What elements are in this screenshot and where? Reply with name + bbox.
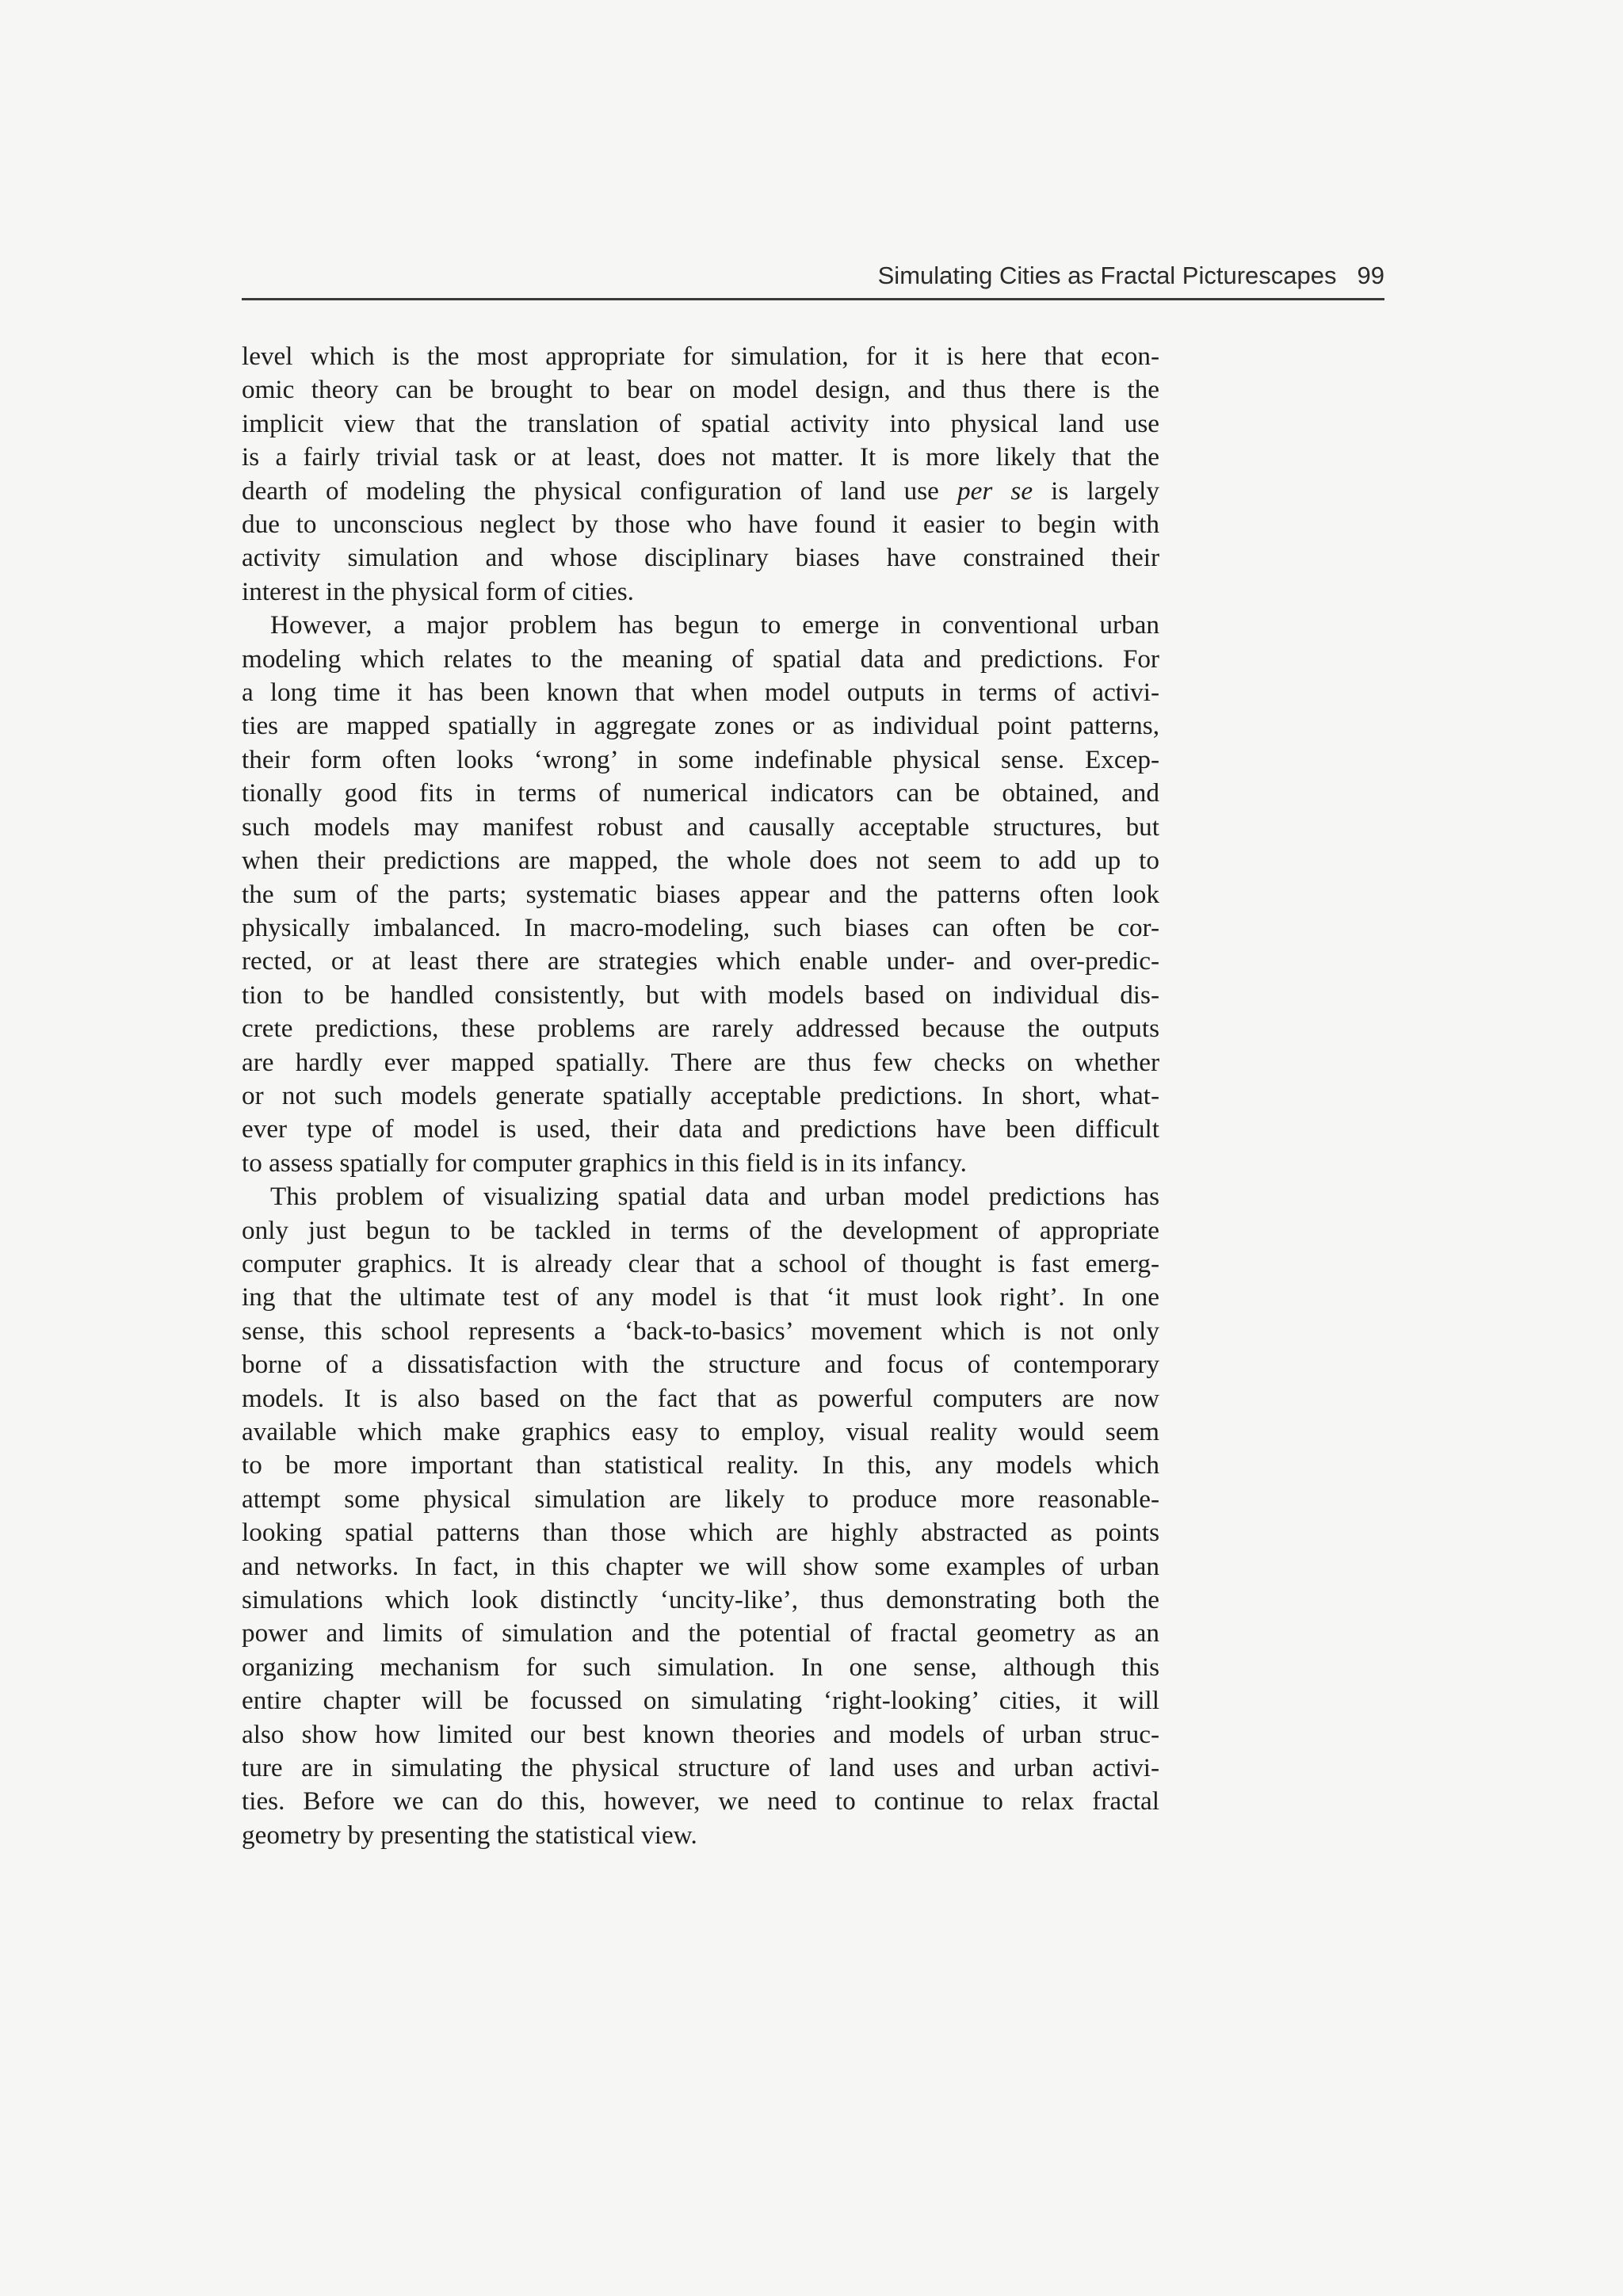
running-head: [242, 254, 1384, 300]
text-line: borne of a dissatisfaction with the structure and focus of contemporary: [242, 1350, 1159, 1380]
text-line: their form often looks ‘wrong’ in some indefinable physical sense. Excep-: [242, 744, 1159, 774]
text-line: also show how limited our best known theories and models of urban struc-: [242, 1719, 1159, 1749]
text-line: tionally good fits in terms of numerical indicators can be obtained, and: [242, 778, 1159, 808]
text-line: and networks. In fact, in this chapter we will show some examples of urban: [242, 1551, 1159, 1581]
text-line: power and limits of simulation and the potential of fractal geometry as an: [242, 1618, 1159, 1648]
text-line: only just begun to be tackled in terms of the development of appropriate: [242, 1215, 1159, 1245]
text-line: omic theory can be brought to bear on model design, and thus there is the: [242, 375, 1159, 405]
running-title: Simulating Cities as Fractal Picturescapes: [877, 262, 1337, 289]
text-line: dearth of modeling the physical configuration of land use per se is largely: [242, 476, 1159, 506]
text-line: ture are in simulating the physical structure of land uses and urban activi-: [242, 1753, 1159, 1783]
text-line: level which is the most appropriate for simulation, for it is here that econ-: [242, 342, 1159, 371]
text-line: simulations which look distinctly ‘uncity-like’, thus demonstrating both the: [242, 1585, 1159, 1615]
text-line: implicit view that the translation of spatial activity into physical land use: [242, 408, 1159, 438]
paragraph: [242, 340, 1159, 609]
text-line: available which make graphics easy to employ, visual reality would seem: [242, 1417, 1159, 1446]
text-line: looking spatial patterns than those which are highly abstracted as points: [242, 1518, 1159, 1548]
text-line: the sum of the parts; systematic biases appear and the patterns often look: [242, 879, 1159, 909]
text-line: sense, this school represents a ‘back-to-basics’ movement which is not only: [242, 1316, 1159, 1346]
text-line: rected, or at least there are strategies which enable under- and over-predic-: [242, 946, 1159, 976]
text-line: modeling which relates to the meaning of spatial data and predictions. For: [242, 644, 1159, 674]
text-line: entire chapter will be focussed on simulating ‘right-looking’ cities, it will: [242, 1686, 1159, 1716]
text-line: when their predictions are mapped, the whole does not seem to add up to: [242, 846, 1159, 876]
italic-term: per se: [957, 476, 1033, 506]
text-line: However, a major problem has begun to emerge in conventional urban: [270, 610, 1159, 640]
text-line: tion to be handled consistently, but with models based on individual dis-: [242, 980, 1159, 1010]
text-line: is a fairly trivial task or at least, does not matter. It is more likely that the: [242, 442, 1159, 472]
text-line: a long time it has been known that when model outputs in terms of activi-: [242, 678, 1159, 708]
page-number: 99: [1357, 262, 1384, 289]
text-line: activity simulation and whose disciplinary biases have constrained their: [242, 543, 1159, 573]
text-line: models. It is also based on the fact that as powerful computers are now: [242, 1383, 1159, 1413]
text-line: such models may manifest robust and causally acceptable structures, but: [242, 812, 1159, 842]
body-text: [242, 340, 1159, 1852]
text-line: computer graphics. It is already clear that a school of thought is fast emerg-: [242, 1248, 1159, 1278]
paragraph: [242, 1180, 1159, 1852]
text-line: geometry by presenting the statistical view.: [242, 1820, 697, 1850]
text-line: ing that the ultimate test of any model is that ‘it must look right’. In one: [242, 1282, 1159, 1312]
text-line: attempt some physical simulation are likely to produce more reasonable-: [242, 1484, 1159, 1514]
text-line: to be more important than statistical reality. In this, any models which: [242, 1450, 1159, 1480]
text-line: are hardly ever mapped spatially. There are thus few checks on whether: [242, 1047, 1159, 1077]
text-line: physically imbalanced. In macro-modeling, such biases can often be cor-: [242, 912, 1159, 942]
text-line: ever type of model is used, their data and predictions have been difficult: [242, 1114, 1159, 1144]
text-line: ties. Before we can do this, however, we need to continue to relax fractal: [242, 1786, 1159, 1817]
text-line: due to unconscious neglect by those who have found it easier to begin with: [242, 510, 1159, 540]
text-line: crete predictions, these problems are rarely addressed because the outputs: [242, 1014, 1159, 1044]
text-line: ties are mapped spatially in aggregate zones or as individual point patterns,: [242, 711, 1159, 741]
text-line: interest in the physical form of cities.: [242, 576, 634, 606]
text-line: to assess spatially for computer graphics in this field is in its infancy.: [242, 1148, 967, 1178]
paragraph: [242, 609, 1159, 1180]
text-line: This problem of visualizing spatial data and urban model predictions has: [270, 1182, 1159, 1212]
text-line: organizing mechanism for such simulation. In one sense, although this: [242, 1652, 1159, 1682]
text-line: or not such models generate spatially acceptable predictions. In short, what-: [242, 1080, 1159, 1110]
